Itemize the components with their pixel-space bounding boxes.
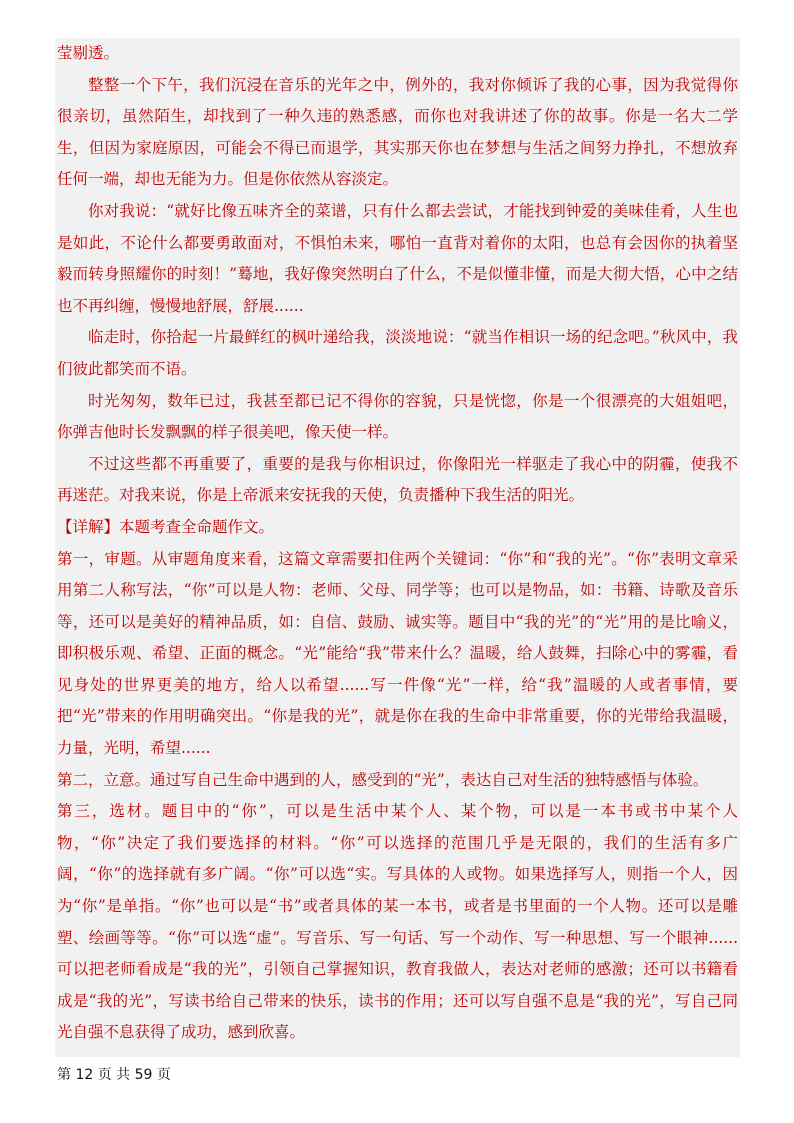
article-paragraph-5: 不过这些都不再重要了，重要的是我与你相识过，你像阳光一样驱走了我心中的阴霾，使我不再迷茫。对我来说，你是上帝派来安抚我的天使，负责播种下我生活的阳光。 bbox=[57, 454, 738, 505]
article-paragraph-3: 临走时，你拾起一片最鲜红的枫叶递给我，淡淡地说：“就当作相识一场的纪念吧。”秋风中，我们彼此都笑而不语。 bbox=[57, 328, 738, 378]
article-paragraph-4: 时光匆匆，数年已过，我甚至都已记不得你的容貌，只是恍惚，你是一个很漂亮的大姐姐吧，你弹吉他时长发飘飘的样子很美吧，像天使一样。 bbox=[57, 391, 738, 442]
article-paragraph-0: 莹剔透。 bbox=[57, 44, 120, 62]
article-paragraph-1: 整整一个下午，我们沉浸在音乐的光年之中，例外的，我对你倾诉了我的心事，因为我觉得你很亲切，虽然陌生，却找到了一种久违的熟悉感，而你也对我讲述了你的故事。你是一名大二学生，但因为家庭原因，可能会不得已而退学，其实那天你也在梦想与生活之间努力挣扎，不想放弃任何一端，却也无能为力。但是你依然从容淡定。 bbox=[57, 75, 738, 189]
detail-tag: 【详解】 bbox=[57, 517, 120, 536]
analysis-paragraph-1: 第一，审题。从审题角度来看，这篇文章需要扣住两个关键词：“你”和“我的光”。“你”表明文章采用第二人称写法，“你”可以是人物：老师、父母、同学等；也可以是物品，如：书籍、诗歌及音乐等，还可以是美好的精神品质，如：自信、鼓励、诚实等。题目中“我的光”的“光”用的是比喻义，即积极乐观、希望、正面的概念。“光”能给“我”带来什么？温暖，给人鼓舞，扫除心中的雾霾，看见身处的世界更美的地方，给人以希望......写一件像“光”一样，给“我”温暖的人或者事情，要把“光”带来的作用明确突出。“你是我的光”，就是你在我的生命中非常重要，你的光带给我温暖，力量，光明，希望...... bbox=[57, 549, 738, 758]
analysis-paragraph-2: 第二，立意。通过写自己生命中遇到的人，感受到的“光”，表达自己对生活的独特感悟与体验。 bbox=[57, 770, 709, 789]
document-body bbox=[55, 38, 740, 1057]
analysis-paragraph-3: 第三，选材。题目中的“你”，可以是生活中某个人、某个物，可以是一本书或书中某个人物，“你”决定了我们要选择的材料。“你”可以选择的范围几乎是无限的，我们的生活有多广阔，“你”的选择就有多广阔。“你”可以选“实。写具体的人或物。如果选择写人，则指一个人，因为“你”是单指。“你”也可以是“书”或者具体的某一本书，或者是书里面的一个人物。还可以是雕塑、绘画等等。“你”可以选“虚”。写音乐、写一句话、写一个动作、写一种思想、写一个眼神......可以把老师看成是“我的光”，引领自己掌握知识，教育我做人，表达对老师的感激；还可以书籍看成是“我的光”，写读书给自己带来的快乐，读书的作用；还可以写自强不息是“我的光”，写自己同光自强不息获得了成功，感到欣喜。 bbox=[57, 802, 738, 1042]
analysis-heading bbox=[57, 512, 738, 544]
article-paragraph-2: 你对我说：“就好比像五味齐全的菜谱，只有什么都去尝试，才能找到钟爱的美味佳肴，人生也是如此，不论什么都要勇敢面对，不惧怕未来，哪怕一直背对着你的太阳，也总有会因你的执着坚毅而转身照耀你的时刻！”蓦地，我好像突然明白了什么，不是似懂非懂，而是大彻大悟，心中之结也不再纠缠，慢慢地舒展，舒展...... bbox=[57, 201, 738, 315]
page-footer: 第 12 页 共 59 页 bbox=[57, 1067, 171, 1083]
analysis-intro: 本题考查全命题作文。 bbox=[119, 517, 275, 536]
